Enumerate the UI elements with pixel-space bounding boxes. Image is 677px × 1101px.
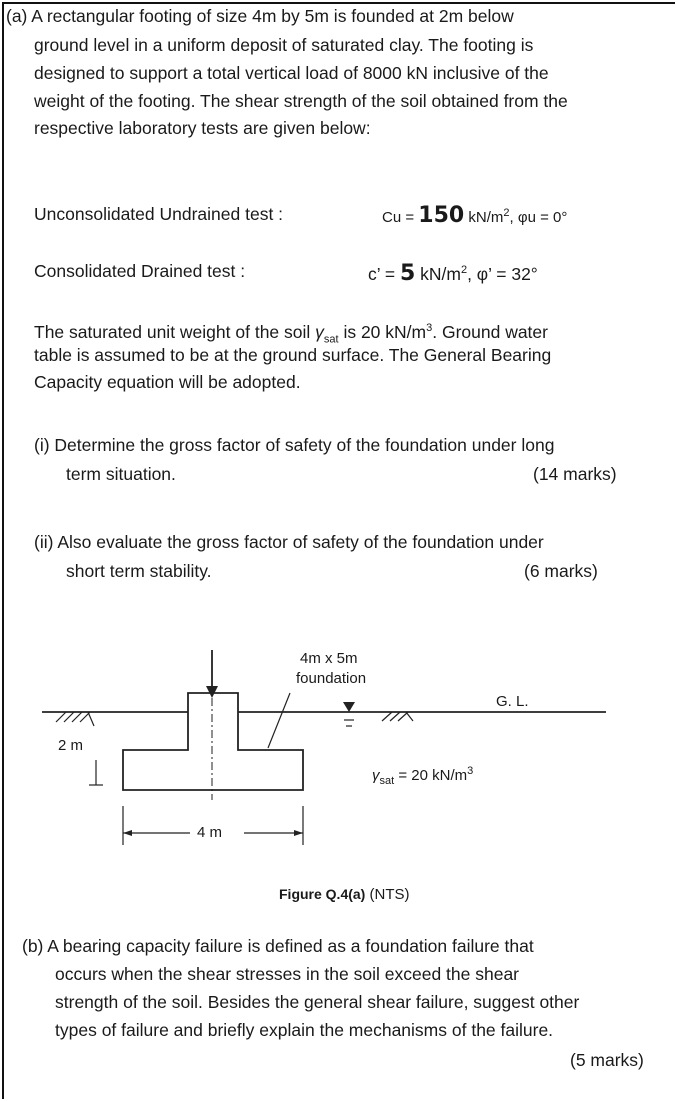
depth-label: 2 m: [58, 737, 84, 754]
uu-test-values: Cu = 150 $kN/m^2$, φu = 0°: [382, 203, 568, 228]
cd-test-values: c’ = 5 $kN/m^2$, φ’ = 32°: [368, 260, 538, 286]
part-b-marks: (5 marks): [570, 1050, 644, 1070]
para2-line-2: table is assumed to be at the ground surface. The General Bearing: [34, 345, 552, 365]
foundation-label-2: foundation: [296, 670, 367, 687]
question-i-marks: (14 marks): [533, 464, 617, 484]
question-ii-line-1: (ii) Also evaluate the gross factor of safety of the foundation under: [34, 532, 544, 552]
cu-prefix: Cu =: [382, 209, 419, 226]
c-value-handwritten: 5: [399, 260, 416, 286]
part-a-line-3: designed to support a total vertical load of 8000 kN inclusive of the: [34, 63, 549, 83]
width-arrowhead-right: [294, 830, 303, 836]
cd-test-label: Consolidated Drained test :: [34, 261, 246, 281]
uu-test-label: Unconsolidated Undrained test :: [34, 204, 284, 224]
part-a-line-5: respective laboratory tests are given below:: [34, 118, 371, 138]
label-leader: [268, 693, 290, 748]
footing-outline: [123, 693, 303, 790]
figure-caption: Figure Q.4(a) (NTS): [279, 886, 410, 903]
phi-u: , φu = 0°: [509, 209, 568, 226]
part-b-line-2: occurs when the shear stresses in the soil exceed the shear: [55, 964, 519, 984]
question-i-line-1: (i) Determine the gross factor of safety of the foundation under long: [34, 435, 555, 455]
question-ii-line-2: short term stability.: [66, 561, 212, 581]
c-prefix: c’ =: [368, 263, 400, 284]
cu-unit: kN/m: [464, 209, 504, 226]
width-label: 4 m: [197, 824, 223, 841]
foundation-label-1: 4m x 5m: [300, 650, 358, 667]
ground-level-label: G. L.: [496, 693, 529, 710]
water-table-triangle: [343, 702, 355, 712]
load-arrowhead: [206, 686, 218, 698]
part-b-line-3: strength of the soil. Besides the general shear failure, suggest other: [55, 992, 580, 1012]
part-b-line-4: types of failure and briefly explain the mechanisms of the failure.: [55, 1020, 554, 1040]
part-b-line-1: (b) A bearing capacity failure is defined as a foundation failure that: [22, 936, 534, 956]
question-ii-marks: (6 marks): [524, 561, 598, 581]
c-unit: kN/m: [415, 263, 461, 284]
phi-prime: , φ’ = 32°: [467, 263, 538, 284]
soil-hatch-left: [56, 712, 94, 726]
cu-value-handwritten: 150: [418, 203, 465, 228]
para2-line-3: Capacity equation will be adopted.: [34, 372, 301, 392]
width-arrowhead-left: [123, 830, 132, 836]
part-a-line-1: (a) A rectangular footing of size 4m by 5m is founded at 2m below: [6, 6, 514, 26]
soil-hatch-right: [382, 712, 413, 721]
part-a-line-2: ground level in a uniform deposit of saturated clay. The footing is: [34, 35, 534, 55]
gamma-sat-label: $\gamma_{sat} = 20$ $kN/m^3$: [372, 765, 474, 787]
para2-line-1: The saturated unit weight of the soil $\gamma_{sat}$ is 20 $kN/m^3$. Ground water: [34, 321, 548, 346]
part-a-line-4: weight of the footing. The shear strength of the soil obtained from the: [34, 91, 568, 111]
question-i-line-2: term situation.: [66, 464, 176, 484]
